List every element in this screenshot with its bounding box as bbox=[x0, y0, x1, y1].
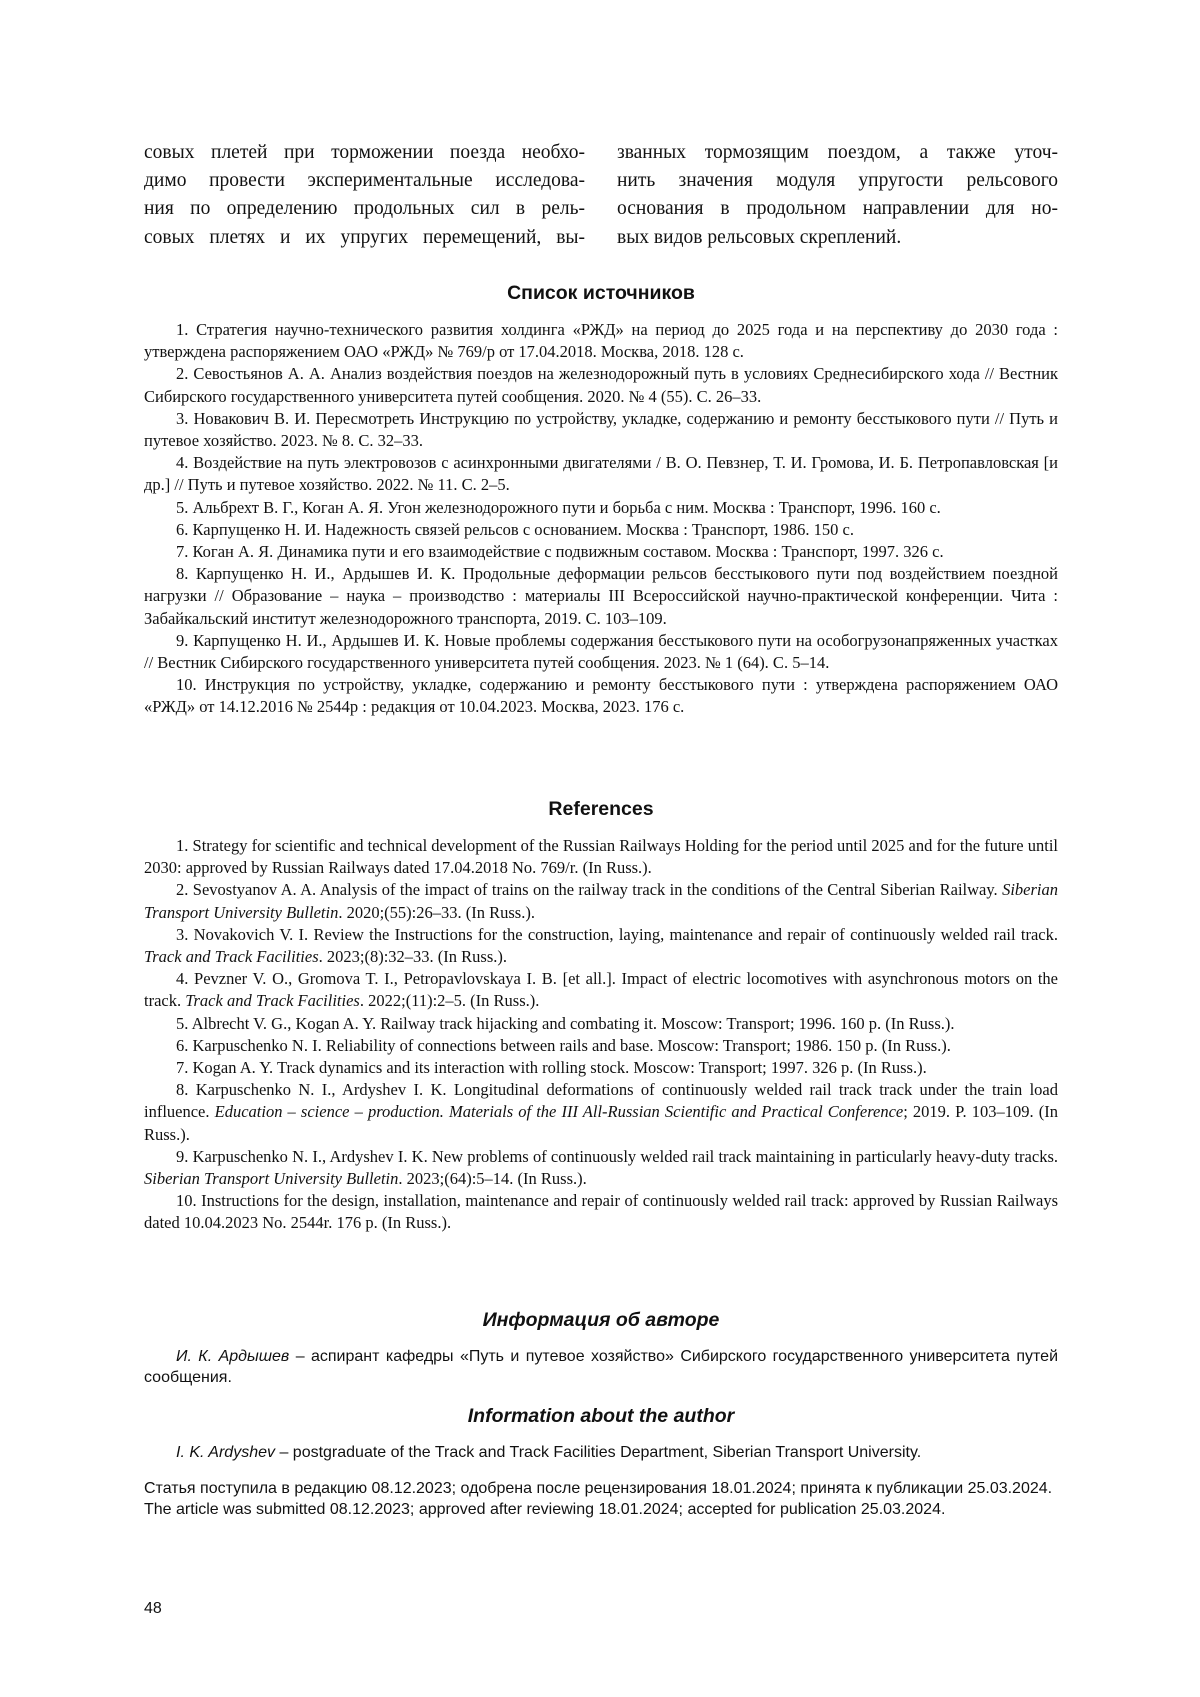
source-item: 10. Инструкция по устройству, укладке, содержанию и ремонту бесстыкового пути : утверждена распоряжением ОАО «РЖД» от 14.12.2016 № 2544р : редакция от 10.04.2023. Москва, 2023. 176 с. bbox=[144, 674, 1058, 718]
body-line: совых плетях и их упругих перемещений, вы- bbox=[144, 224, 585, 252]
body-line: ния по определению продольных сил в рель- bbox=[144, 195, 585, 223]
body-column-left bbox=[144, 139, 585, 252]
reference-item: 9. Karpuschenko N. I., Ardyshev I. K. New problems of continuously welded rail track maintaining in particularly heavy-duty tracks. Siberian Transport University Bulletin. 2023;(64):5–14. (In Russ.). bbox=[144, 1146, 1058, 1190]
body-line: нить значения модуля упругости рельсового bbox=[617, 167, 1058, 195]
reference-item: 5. Albrecht V. G., Kogan A. Y. Railway track hijacking and combating it. Moscow: Transport; 1996. 160 p. (In Russ.). bbox=[144, 1013, 1058, 1035]
author-info-ru bbox=[144, 1346, 1058, 1388]
sources-list bbox=[144, 319, 1058, 719]
sources-heading: Список источников bbox=[144, 282, 1058, 305]
source-item: 4. Воздействие на путь электровозов с асинхронными двигателями / В. О. Певзнер, Т. И. Громова, И. Б. Петропавловская [и др.] // Путь и путевое хозяйство. 2022. № 11. С. 2–5. bbox=[144, 452, 1058, 496]
source-item: 6. Карпущенко Н. И. Надежность связей рельсов с основанием. Москва : Транспорт, 1986. 150 с. bbox=[144, 519, 1058, 541]
author-info-heading-ru: Информация об авторе bbox=[144, 1309, 1058, 1332]
author-name-en: I. K. Ardyshev bbox=[176, 1444, 275, 1461]
reference-item: 7. Kogan A. Y. Track dynamics and its interaction with rolling stock. Moscow: Transport; 1997. 326 p. (In Russ.). bbox=[144, 1057, 1058, 1079]
source-item: 8. Карпущенко Н. И., Ардышев И. К. Продольные деформации рельсов бесстыкового пути под воздействием поездной нагрузки // Образование – наука – производство : материалы III Всероссийской научно-практической конференции. Чита : Забайкальский институт железнодорожного транспорта, 2019. С. 103–109. bbox=[144, 563, 1058, 630]
body-line: вых видов рельсовых скреплений. bbox=[617, 224, 1058, 252]
source-item: 7. Коган А. Я. Динамика пути и его взаимодействие с подвижным составом. Москва : Транспорт, 1997. 326 с. bbox=[144, 541, 1058, 563]
reference-item: 10. Instructions for the design, installation, maintenance and repair of continuously welded rail track: approved by Russian Railways dated 10.04.2023 No. 2544r. 176 p. (In Russ.). bbox=[144, 1190, 1058, 1234]
submission-info bbox=[144, 1478, 1058, 1520]
body-column-right bbox=[617, 139, 1058, 252]
body-line: совых плетей при торможении поезда необхо- bbox=[144, 139, 585, 167]
reference-item: 2. Sevostyanov A. A. Analysis of the impact of trains on the railway track in the conditions of the Central Siberian Railway. Siberian Transport University Bulletin. 2020;(55):26–33. (In Russ.). bbox=[144, 879, 1058, 923]
reference-item: 8. Karpuschenko N. I., Ardyshev I. K. Longitudinal deformations of continuously welded rail track track under the train load influence. Education – science – production. Materials of the III All-Russian Scientific and Practical Conference; 2019. P. 103–109. (In Russ.). bbox=[144, 1079, 1058, 1146]
reference-item: 4. Pevzner V. O., Gromova T. I., Petropavlovskaya I. B. [et all.]. Impact of electric locomotives with asynchronous motors on the track. Track and Track Facilities. 2022;(11):2–5. (In Russ.). bbox=[144, 968, 1058, 1012]
body-text-columns bbox=[144, 139, 1058, 252]
references-heading: References bbox=[144, 798, 1058, 821]
submission-ru: Статья поступила в редакцию 08.12.2023; одобрена после рецензирования 18.01.2024; принята к публикации 25.03.2024. bbox=[144, 1478, 1058, 1499]
page-number: 48 bbox=[144, 1600, 162, 1618]
source-item: 5. Альбрехт В. Г., Коган А. Я. Угон железнодорожного пути и борьба с ним. Москва : Транспорт, 1996. 160 с. bbox=[144, 497, 1058, 519]
body-line: димо провести экспериментальные исследова- bbox=[144, 167, 585, 195]
reference-item: 6. Karpuschenko N. I. Reliability of connections between rails and base. Moscow: Transport; 1986. 150 p. (In Russ.). bbox=[144, 1035, 1058, 1057]
submission-en: The article was submitted 08.12.2023; approved after reviewing 18.01.2024; accepted for publication 25.03.2024. bbox=[144, 1499, 1058, 1520]
source-item: 9. Карпущенко Н. И., Ардышев И. К. Новые проблемы содержания бесстыкового пути на особогрузонапряженных участках // Вестник Сибирского государственного университета путей сообщения. 2023. № 1 (64). С. 5–14. bbox=[144, 630, 1058, 674]
author-description-ru: – аспирант кафедры «Путь и путевое хозяйство» Сибирского государственного университета путей сообщения. bbox=[144, 1348, 1058, 1386]
author-name-ru: И. К. Ардышев bbox=[176, 1348, 289, 1365]
author-info-heading-en: Information about the author bbox=[144, 1405, 1058, 1428]
references-list bbox=[144, 835, 1058, 1235]
source-item: 1. Стратегия научно-технического развития холдинга «РЖД» на период до 2025 года и на перспективу до 2030 года : утверждена распоряжением ОАО «РЖД» № 769/р от 17.04.2018. Москва, 2018. 128 с. bbox=[144, 319, 1058, 363]
author-description-en: – postgraduate of the Track and Track Facilities Department, Siberian Transport University. bbox=[275, 1444, 921, 1461]
body-line: званных тормозящим поездом, а также уточ- bbox=[617, 139, 1058, 167]
reference-item: 3. Novakovich V. I. Review the Instructions for the construction, laying, maintenance and repair of continuously welded rail track. Track and Track Facilities. 2023;(8):32–33. (In Russ.). bbox=[144, 924, 1058, 968]
author-info-en bbox=[144, 1442, 1058, 1463]
source-item: 3. Новакович В. И. Пересмотреть Инструкцию по устройству, укладке, содержанию и ремонту бесстыкового пути // Путь и путевое хозяйство. 2023. № 8. С. 32–33. bbox=[144, 408, 1058, 452]
body-line: основания в продольном направлении для но- bbox=[617, 195, 1058, 223]
reference-item: 1. Strategy for scientific and technical development of the Russian Railways Holding for the period until 2025 and for the future until 2030: approved by Russian Railways dated 17.04.2018 No. 769/r. (In Russ.). bbox=[144, 835, 1058, 879]
source-item: 2. Севостьянов А. А. Анализ воздействия поездов на железнодорожный путь в условиях Среднесибирского хода // Вестник Сибирского государственного университета путей сообщения. 2020. № 4 (55). С. 26–33. bbox=[144, 363, 1058, 407]
page bbox=[144, 0, 1058, 1697]
